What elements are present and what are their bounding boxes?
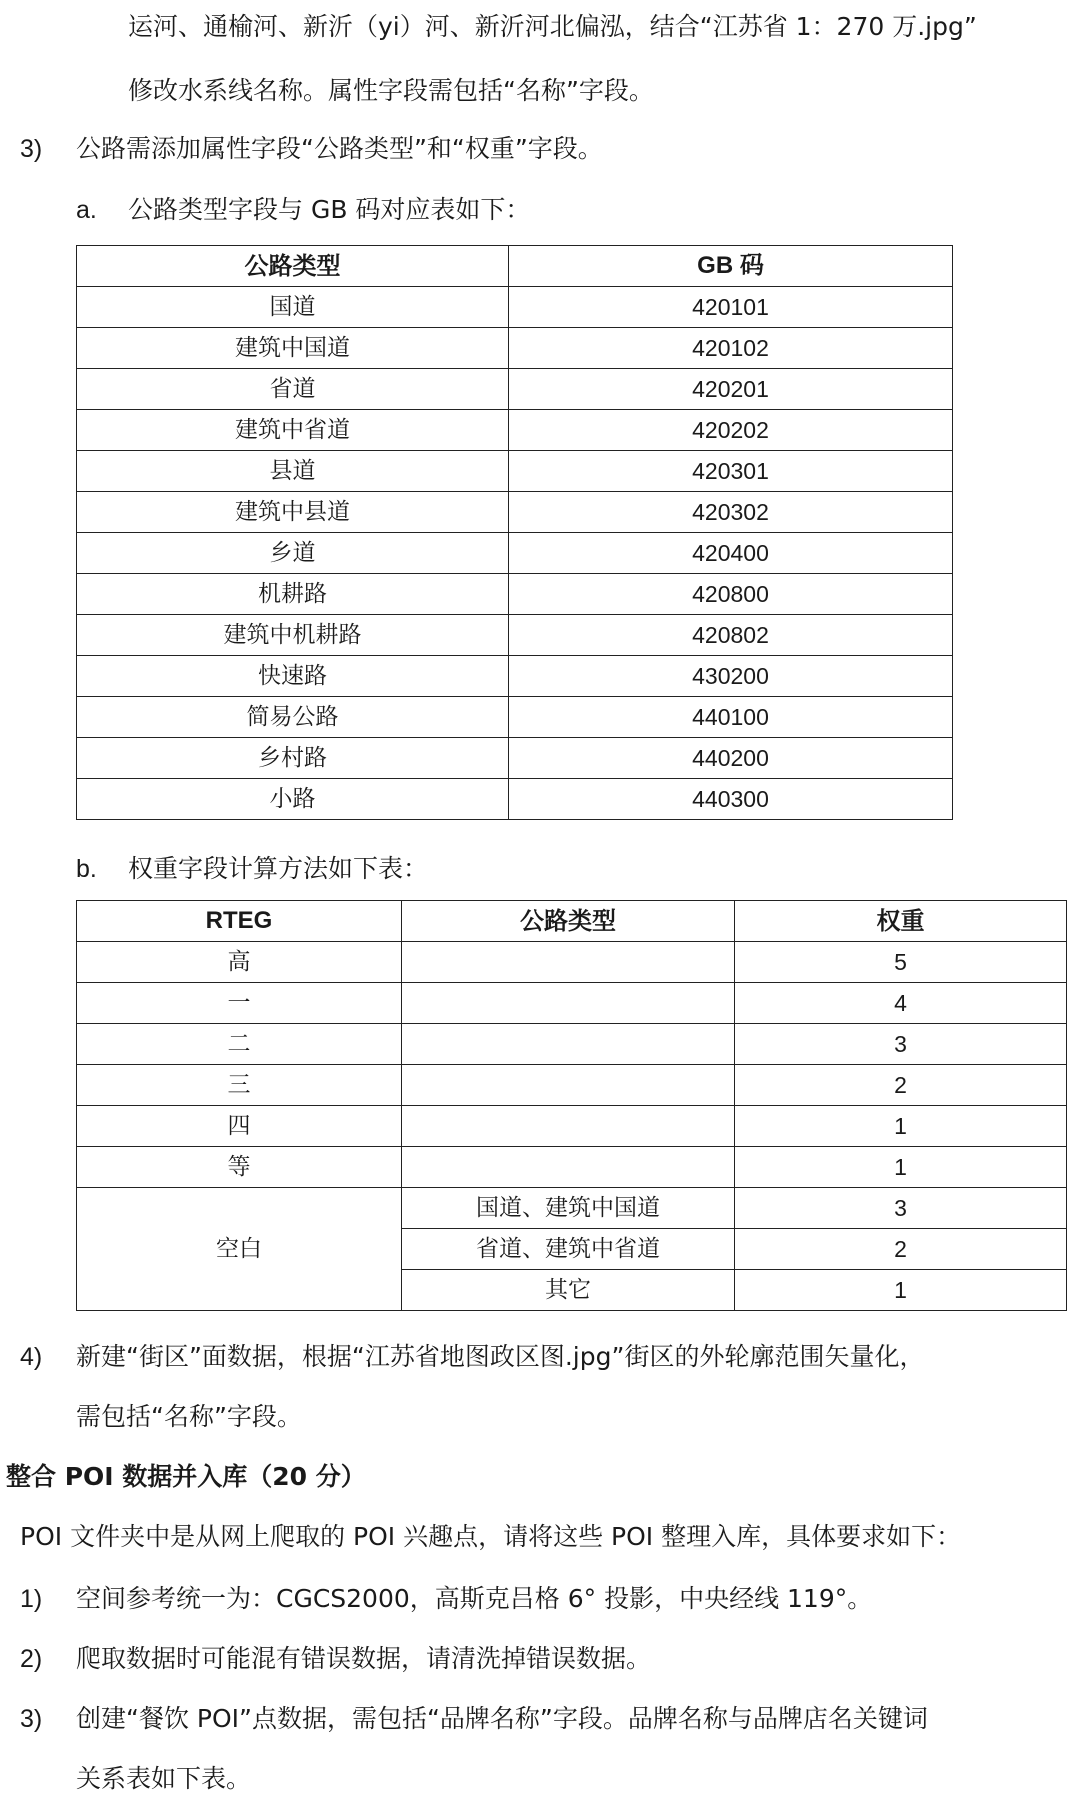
poi-item-2-text: 爬取数据时可能混有错误数据，请清洗掉错误数据。 (76, 1644, 652, 1673)
gb-code-cell: 420201 (509, 369, 953, 410)
gb-code-cell: 420102 (509, 328, 953, 369)
sub-b-label: b. (76, 855, 97, 883)
road-type-cell: 其它 (402, 1270, 735, 1311)
road-type-cell (402, 1024, 735, 1065)
gb-code-cell: 440300 (509, 779, 953, 820)
table-row (77, 656, 953, 697)
rteg-cell: 等 (77, 1147, 402, 1188)
road-type-cell (402, 1147, 735, 1188)
table-row (77, 697, 953, 738)
road-type-cell: 国道 (77, 287, 509, 328)
road-type-cell (402, 1065, 735, 1106)
rteg-cell: 四 (77, 1106, 402, 1147)
item-4-line-2: 需包括“名称”字段。 (76, 1402, 302, 1431)
weight-cell: 3 (735, 1024, 1067, 1065)
road-type-gb-table (76, 245, 953, 820)
table-header-row (77, 901, 1067, 942)
intro-line-1: 运河、通榆河、新沂（yi）河、新沂河北偏泓，结合“江苏省 1：270 万.jpg” (128, 12, 977, 41)
road-type-cell: 建筑中县道 (77, 492, 509, 533)
sub-b-text: 权重字段计算方法如下表： (128, 854, 429, 883)
table-row (77, 1188, 1067, 1229)
weight-cell: 2 (735, 1229, 1067, 1270)
road-type-cell: 快速路 (77, 656, 509, 697)
table-row (77, 738, 953, 779)
road-type-cell: 建筑中机耕路 (77, 615, 509, 656)
road-type-cell (402, 1106, 735, 1147)
gb-code-cell: 440100 (509, 697, 953, 738)
gb-code-cell: 420400 (509, 533, 953, 574)
table-row (77, 1024, 1067, 1065)
road-type-cell: 县道 (77, 451, 509, 492)
poi-item-1-text: 空间参考统一为：CGCS2000，高斯克吕格 6° 投影，中央经线 119°。 (76, 1584, 873, 1613)
road-type-cell: 国道、建筑中国道 (402, 1188, 735, 1229)
rteg-cell: 高 (77, 942, 402, 983)
intro-line-2: 修改水系线名称。属性字段需包括“名称”字段。 (128, 76, 654, 105)
road-type-cell: 建筑中省道 (77, 410, 509, 451)
road-type-cell: 简易公路 (77, 697, 509, 738)
road-type-cell: 省道 (77, 369, 509, 410)
rteg-cell: 三 (77, 1065, 402, 1106)
gb-code-cell: 420301 (509, 451, 953, 492)
table-header-row (77, 246, 953, 287)
rteg-blank-cell: 空白 (77, 1188, 402, 1311)
weight-cell: 3 (735, 1188, 1067, 1229)
weight-cell: 1 (735, 1106, 1067, 1147)
table-row (77, 287, 953, 328)
column-header-weight: 权重 (735, 901, 1067, 942)
road-type-cell: 乡村路 (77, 738, 509, 779)
table-row (77, 942, 1067, 983)
gb-code-cell: 420302 (509, 492, 953, 533)
poi-item-3-text-continued: 关系表如下表。 (76, 1764, 252, 1793)
sub-a-label: a. (76, 196, 97, 224)
road-type-cell (402, 983, 735, 1024)
column-header-gb-code: GB 码 (509, 246, 953, 287)
weight-cell: 5 (735, 942, 1067, 983)
road-type-cell: 建筑中国道 (77, 328, 509, 369)
table-row (77, 1106, 1067, 1147)
poi-item-3-number: 3) (20, 1705, 43, 1733)
table-row (77, 983, 1067, 1024)
column-header-rteg: RTEG (77, 901, 402, 942)
table-row (77, 410, 953, 451)
item-4-line-1: 新建“街区”面数据，根据“江苏省地图政区图.jpg”街区的外轮廓范围矢量化， (76, 1342, 925, 1371)
table-row (77, 533, 953, 574)
gb-code-cell: 420800 (509, 574, 953, 615)
weight-cell: 4 (735, 983, 1067, 1024)
poi-item-1-number: 1) (20, 1585, 43, 1613)
item-4-number: 4) (20, 1343, 43, 1371)
table-row (77, 328, 953, 369)
weight-cell: 1 (735, 1147, 1067, 1188)
table-row (77, 779, 953, 820)
weight-cell: 2 (735, 1065, 1067, 1106)
item-3-number: 3) (20, 135, 43, 163)
item-3-text: 公路需添加属性字段“公路类型”和“权重”字段。 (76, 134, 603, 163)
poi-item-3-text: 创建“餐饮 POI”点数据，需包括“品牌名称”字段。品牌名称与品牌店名关键词 (76, 1704, 928, 1733)
road-type-cell: 省道、建筑中省道 (402, 1229, 735, 1270)
table-row (77, 451, 953, 492)
table-row (77, 574, 953, 615)
weight-cell: 1 (735, 1270, 1067, 1311)
table-row (77, 492, 953, 533)
gb-code-cell: 420101 (509, 287, 953, 328)
rteg-cell: 一 (77, 983, 402, 1024)
gb-code-cell: 420802 (509, 615, 953, 656)
table-row (77, 615, 953, 656)
road-type-cell: 小路 (77, 779, 509, 820)
rteg-cell: 二 (77, 1024, 402, 1065)
road-type-cell: 机耕路 (77, 574, 509, 615)
sub-a-text: 公路类型字段与 GB 码对应表如下： (128, 195, 531, 224)
table-row (77, 369, 953, 410)
poi-item-2-number: 2) (20, 1645, 43, 1673)
column-header-road-type: 公路类型 (402, 901, 735, 942)
table-row (77, 1065, 1067, 1106)
table-row (77, 1147, 1067, 1188)
road-type-cell: 乡道 (77, 533, 509, 574)
gb-code-cell: 420202 (509, 410, 953, 451)
weight-calculation-table (76, 900, 1067, 1311)
section-intro: POI 文件夹中是从网上爬取的 POI 兴趣点，请将这些 POI 整理入库，具体要求如下： (20, 1522, 962, 1551)
gb-code-cell: 430200 (509, 656, 953, 697)
column-header-road-type: 公路类型 (77, 246, 509, 287)
gb-code-cell: 440200 (509, 738, 953, 779)
road-type-cell (402, 942, 735, 983)
section-title: 整合 POI 数据并入库（20 分） (6, 1462, 366, 1491)
